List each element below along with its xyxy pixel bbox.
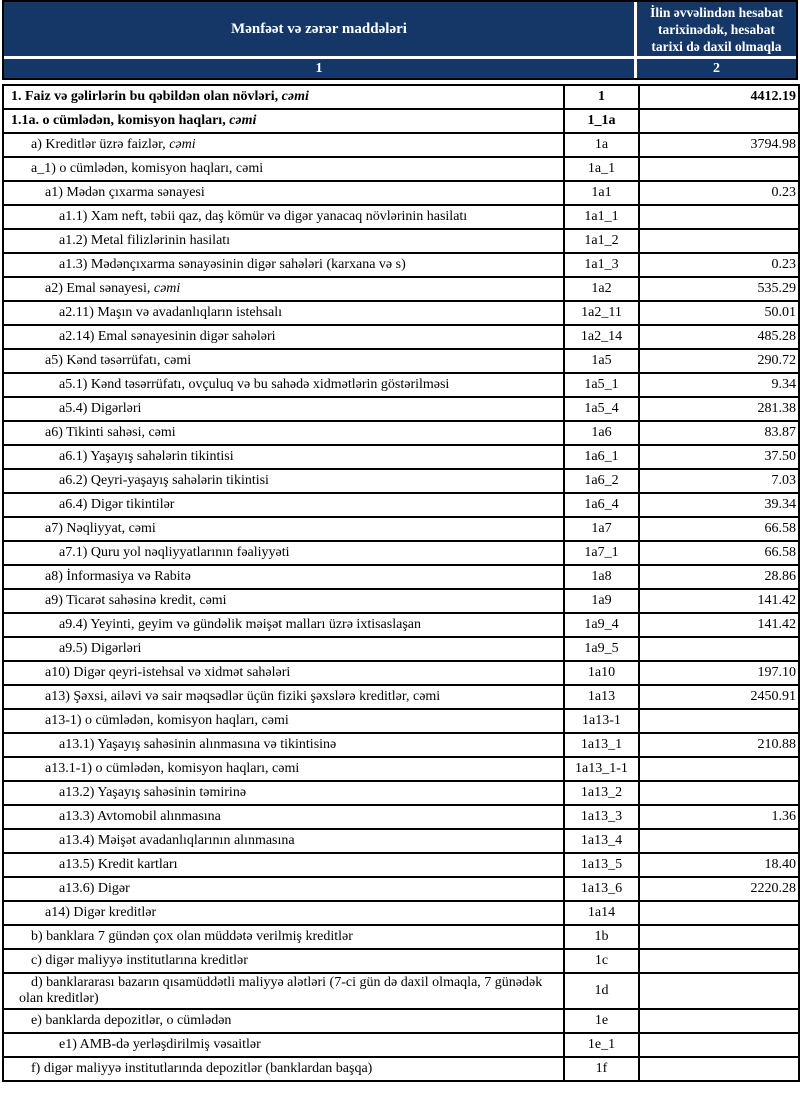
table-row: [3, 325, 799, 349]
row-value-cell: [639, 829, 799, 853]
row-label-text: a2.14) Emal sənayesinin digər sahələri: [59, 329, 276, 344]
row-label-text: a13.3) Avtomobil alınmasına: [59, 809, 221, 824]
table-row: [3, 541, 799, 565]
row-value-cell: 2220.28: [639, 877, 799, 901]
row-code-cell: 1a9: [564, 589, 639, 613]
row-label-cell: [3, 109, 564, 133]
row-label-cell: [3, 805, 564, 829]
row-label-cell: [3, 637, 564, 661]
row-code-cell: 1a1: [564, 181, 639, 205]
row-value-cell: 210.88: [639, 733, 799, 757]
row-label-cell: [3, 445, 564, 469]
row-label-text: a6) Tikinti sahəsi, cəmi: [45, 425, 176, 440]
row-label-cell: [3, 397, 564, 421]
row-value-cell: [639, 637, 799, 661]
row-label-cell: [3, 973, 564, 1009]
row-code-cell: 1a13-1: [564, 709, 639, 733]
table-row: [3, 517, 799, 541]
table-row: [3, 445, 799, 469]
table-row: [3, 613, 799, 637]
header-column-numbers-row: [4, 59, 796, 78]
profit-loss-table: [2, 84, 800, 1082]
table-row: [3, 925, 799, 949]
table-row: [3, 469, 799, 493]
table-row: [3, 373, 799, 397]
row-code-cell: 1a13_4: [564, 829, 639, 853]
table-row: [3, 1009, 799, 1033]
row-code-cell: 1c: [564, 949, 639, 973]
row-value-cell: 37.50: [639, 445, 799, 469]
table-row: [3, 781, 799, 805]
row-label-text: a13.4) Məişət avadanlıqlarının alınmasına: [59, 833, 295, 848]
table-row: [3, 685, 799, 709]
row-label-cell: [3, 781, 564, 805]
table-row: [3, 109, 799, 133]
row-label-text: a2) Emal sənayesi,: [45, 281, 154, 296]
row-label-cell: [3, 1057, 564, 1081]
row-code-cell: 1a_1: [564, 157, 639, 181]
row-code-cell: 1e: [564, 1009, 639, 1033]
row-code-cell: 1a13_5: [564, 853, 639, 877]
row-label-text: a_1) o cümlədən, komisyon haqları, cəmi: [31, 161, 264, 176]
row-label-cell: [3, 205, 564, 229]
row-value-cell: [639, 973, 799, 1009]
row-code-cell: 1a13: [564, 685, 639, 709]
table-row: [3, 349, 799, 373]
row-code-cell: 1a5_4: [564, 397, 639, 421]
row-code-cell: 1e_1: [564, 1033, 639, 1057]
row-label-text: a6.1) Yaşayış sahələrin tikintisi: [59, 449, 234, 464]
row-value-cell: [639, 205, 799, 229]
row-value-cell: 39.34: [639, 493, 799, 517]
row-label-cell: [3, 1009, 564, 1033]
row-label-text: a9.4) Yeyinti, geyim və gündəlik məişət malları üzrə ixtisaslaşan: [59, 617, 421, 632]
row-label-text: a1.3) Mədənçıxarma sənayəsinin digər sahələri (karxana və s): [59, 257, 406, 272]
table-row: [3, 709, 799, 733]
row-label-text: 1. Faiz və gəlirlərin bu qəbildən olan növləri,: [11, 89, 282, 104]
table-row: [3, 277, 799, 301]
table-row: [3, 853, 799, 877]
row-value-cell: 485.28: [639, 325, 799, 349]
row-label-cell: [3, 613, 564, 637]
row-value-cell: 0.23: [639, 253, 799, 277]
row-label-cell: [3, 493, 564, 517]
row-label-text: a5) Kənd təsərrüfatı, cəmi: [45, 353, 192, 368]
row-label-text: a) Kreditlər üzrə faizlər,: [31, 137, 170, 152]
row-label-cell: [3, 565, 564, 589]
row-label-text: a13.1-1) o cümlədən, komisyon haqları, cəmi: [45, 761, 300, 776]
row-label-text: a1) Mədən çıxarma sənayesi: [45, 185, 205, 200]
row-label-italic-suffix: cəmi: [281, 89, 309, 104]
row-code-cell: 1a9_4: [564, 613, 639, 637]
row-value-cell: 290.72: [639, 349, 799, 373]
row-value-cell: [639, 229, 799, 253]
row-label-text: a14) Digər kreditlər: [45, 905, 157, 920]
table-row: [3, 949, 799, 973]
row-label-text: a8) İnformasiya və Rabitə: [45, 569, 191, 584]
row-code-cell: 1a: [564, 133, 639, 157]
table-row: [3, 901, 799, 925]
table-row: [3, 973, 799, 1009]
table-row: [3, 1033, 799, 1057]
table-row: [3, 229, 799, 253]
row-label-text: a1.2) Metal filizlərinin hasilatı: [59, 233, 231, 248]
row-code-cell: 1a10: [564, 661, 639, 685]
table-row: [3, 85, 799, 109]
row-code-cell: 1a7_1: [564, 541, 639, 565]
column-number-1: 1: [315, 60, 323, 76]
table-row: [3, 421, 799, 445]
row-label-cell: [3, 301, 564, 325]
row-label-cell: [3, 373, 564, 397]
row-label-cell: [3, 1033, 564, 1057]
table-row: [3, 877, 799, 901]
row-code-cell: 1a2_14: [564, 325, 639, 349]
row-code-cell: 1a5_1: [564, 373, 639, 397]
row-label-text: a13-1) o cümlədən, komisyon haqları, cəmi: [45, 713, 289, 728]
column-number-2: 2: [713, 60, 720, 76]
row-label-text: b) banklara 7 gündən çox olan müddətə verilmiş kreditlər: [31, 929, 353, 944]
row-code-cell: 1a7: [564, 517, 639, 541]
table-row: [3, 181, 799, 205]
row-value-cell: 0.23: [639, 181, 799, 205]
table-row: [3, 565, 799, 589]
row-code-cell: 1a9_5: [564, 637, 639, 661]
row-label-text: f) digər maliyyə institutlarında depozitlər (banklardan başqa): [31, 1061, 373, 1076]
row-value-cell: 18.40: [639, 853, 799, 877]
table-header: [2, 0, 798, 80]
table-row: [3, 637, 799, 661]
row-label-cell: [3, 901, 564, 925]
row-value-cell: 83.87: [639, 421, 799, 445]
row-code-cell: 1a13_6: [564, 877, 639, 901]
row-code-cell: 1d: [564, 973, 639, 1009]
row-label-cell: [3, 853, 564, 877]
table-row: [3, 301, 799, 325]
row-label-cell: [3, 949, 564, 973]
row-code-cell: 1a5: [564, 349, 639, 373]
table-row: [3, 157, 799, 181]
table-row: [3, 1057, 799, 1081]
row-label-cell: [3, 757, 564, 781]
row-code-cell: 1a1_2: [564, 229, 639, 253]
row-code-cell: 1a13_1-1: [564, 757, 639, 781]
row-label-cell: [3, 877, 564, 901]
table-row: [3, 397, 799, 421]
table-row: [3, 253, 799, 277]
row-label-text: a13) Şəxsi, ailəvi və sair məqsədlər üçün fiziki şəxslərə kreditlər, cəmi: [45, 689, 441, 704]
row-value-cell: 3794.98: [639, 133, 799, 157]
row-label-cell: [3, 829, 564, 853]
row-value-cell: 141.42: [639, 613, 799, 637]
header-title-row: [4, 2, 796, 56]
row-label-cell: [3, 181, 564, 205]
row-code-cell: 1a1_1: [564, 205, 639, 229]
row-code-cell: 1a1_3: [564, 253, 639, 277]
row-label-cell: [3, 85, 564, 109]
row-code-cell: 1a14: [564, 901, 639, 925]
row-label-text: a6.2) Qeyri-yaşayış sahələrin tikintisi: [59, 473, 269, 488]
row-value-cell: [639, 901, 799, 925]
row-value-cell: 281.38: [639, 397, 799, 421]
row-code-cell: 1a6_4: [564, 493, 639, 517]
row-code-cell: 1_1a: [564, 109, 639, 133]
header-period-label: İlin əvvəlindən hesabat tarixinədək, hesabat tarixi də daxil olmaqla: [650, 4, 783, 54]
row-label-cell: [3, 541, 564, 565]
row-label-text: e1) AMB-də yerləşdirilmiş vəsaitlər: [59, 1037, 261, 1052]
header-title: Mənfəət və zərər maddələri: [231, 20, 407, 37]
table-row: [3, 589, 799, 613]
table-row: [3, 493, 799, 517]
row-value-cell: [639, 1057, 799, 1081]
row-label-cell: [3, 421, 564, 445]
table-row: [3, 757, 799, 781]
row-value-cell: 66.58: [639, 517, 799, 541]
row-label-text: a2.11) Maşın və avadanlıqların istehsalı: [59, 305, 283, 320]
row-label-cell: [3, 661, 564, 685]
row-value-cell: 28.86: [639, 565, 799, 589]
row-value-cell: 50.01: [639, 301, 799, 325]
row-label-cell: [3, 253, 564, 277]
row-code-cell: 1a6: [564, 421, 639, 445]
row-value-cell: 2450.91: [639, 685, 799, 709]
row-code-cell: 1f: [564, 1057, 639, 1081]
row-label-cell: [3, 733, 564, 757]
row-label-text: a13.2) Yaşayış sahəsinin təmirinə: [59, 785, 247, 800]
row-code-cell: 1a2: [564, 277, 639, 301]
row-label-text: d) banklararası bazarın qısamüddətli maliyyə alətləri (7-ci gün də daxil olmaqla, 7 günədək olan kreditlər): [19, 975, 543, 1006]
table-row: [3, 133, 799, 157]
row-label-italic-suffix: cəmi: [229, 113, 257, 128]
row-code-cell: 1: [564, 85, 639, 109]
row-label-text: e) banklarda depozitlər, o cümlədən: [31, 1013, 232, 1028]
row-value-cell: 1.36: [639, 805, 799, 829]
row-label-text: a9.5) Digərləri: [59, 641, 142, 656]
table-row: [3, 805, 799, 829]
row-value-cell: [639, 757, 799, 781]
row-code-cell: 1b: [564, 925, 639, 949]
row-label-text: a5.4) Digərləri: [59, 401, 142, 416]
row-label-cell: [3, 709, 564, 733]
row-label-cell: [3, 133, 564, 157]
row-label-cell: [3, 325, 564, 349]
row-label-text: 1.1a. o cümlədən, komisyon haqları,: [11, 113, 230, 128]
row-label-text: c) digər maliyyə institutlarına kreditlər: [31, 953, 248, 968]
row-label-text: a5.1) Kənd təsərrüfatı, ovçuluq və bu sahədə xidmətlərin göstərilməsi: [59, 377, 450, 392]
row-label-cell: [3, 685, 564, 709]
row-label-cell: [3, 157, 564, 181]
row-value-cell: [639, 949, 799, 973]
row-label-cell: [3, 229, 564, 253]
row-code-cell: 1a13_3: [564, 805, 639, 829]
row-label-cell: [3, 589, 564, 613]
row-value-cell: [639, 925, 799, 949]
row-label-text: a1.1) Xam neft, təbii qaz, daş kömür və digər yanacaq növlərinin hasilatı: [59, 209, 468, 224]
table-row: [3, 661, 799, 685]
row-label-italic-suffix: cəmi: [169, 137, 196, 152]
row-code-cell: 1a13_2: [564, 781, 639, 805]
row-label-text: a9) Ticarət sahəsinə kredit, cəmi: [45, 593, 227, 608]
row-value-cell: [639, 1033, 799, 1057]
row-label-italic-suffix: cəmi: [153, 281, 181, 296]
row-value-cell: 7.03: [639, 469, 799, 493]
row-code-cell: 1a6_1: [564, 445, 639, 469]
row-value-cell: [639, 1009, 799, 1033]
row-label-cell: [3, 925, 564, 949]
row-code-cell: 1a6_2: [564, 469, 639, 493]
row-value-cell: 141.42: [639, 589, 799, 613]
row-value-cell: [639, 709, 799, 733]
row-label-text: a6.4) Digər tikintilər: [59, 497, 175, 512]
row-label-text: a7.1) Quru yol nəqliyyatlarının fəaliyyəti: [59, 545, 290, 560]
row-value-cell: 535.29: [639, 277, 799, 301]
row-label-text: a13.5) Kredit kartları: [59, 857, 178, 872]
row-code-cell: 1a8: [564, 565, 639, 589]
row-value-cell: 197.10: [639, 661, 799, 685]
table-row: [3, 829, 799, 853]
row-value-cell: 66.58: [639, 541, 799, 565]
row-code-cell: 1a13_1: [564, 733, 639, 757]
row-value-cell: [639, 109, 799, 133]
row-label-text: a10) Digər qeyri-istehsal və xidmət sahələri: [45, 665, 291, 680]
row-code-cell: 1a2_11: [564, 301, 639, 325]
table-row: [3, 205, 799, 229]
row-label-text: a13.6) Digər: [59, 881, 130, 896]
row-label-cell: [3, 469, 564, 493]
row-value-cell: [639, 157, 799, 181]
row-value-cell: 9.34: [639, 373, 799, 397]
row-label-text: a7) Nəqliyyat, cəmi: [45, 521, 156, 536]
row-label-text: a13.1) Yaşayış sahəsinin alınmasına və tikintisinə: [59, 737, 337, 752]
row-label-cell: [3, 277, 564, 301]
row-value-cell: [639, 781, 799, 805]
row-label-cell: [3, 349, 564, 373]
table-row: [3, 733, 799, 757]
row-value-cell: 4412.19: [639, 85, 799, 109]
row-label-cell: [3, 517, 564, 541]
